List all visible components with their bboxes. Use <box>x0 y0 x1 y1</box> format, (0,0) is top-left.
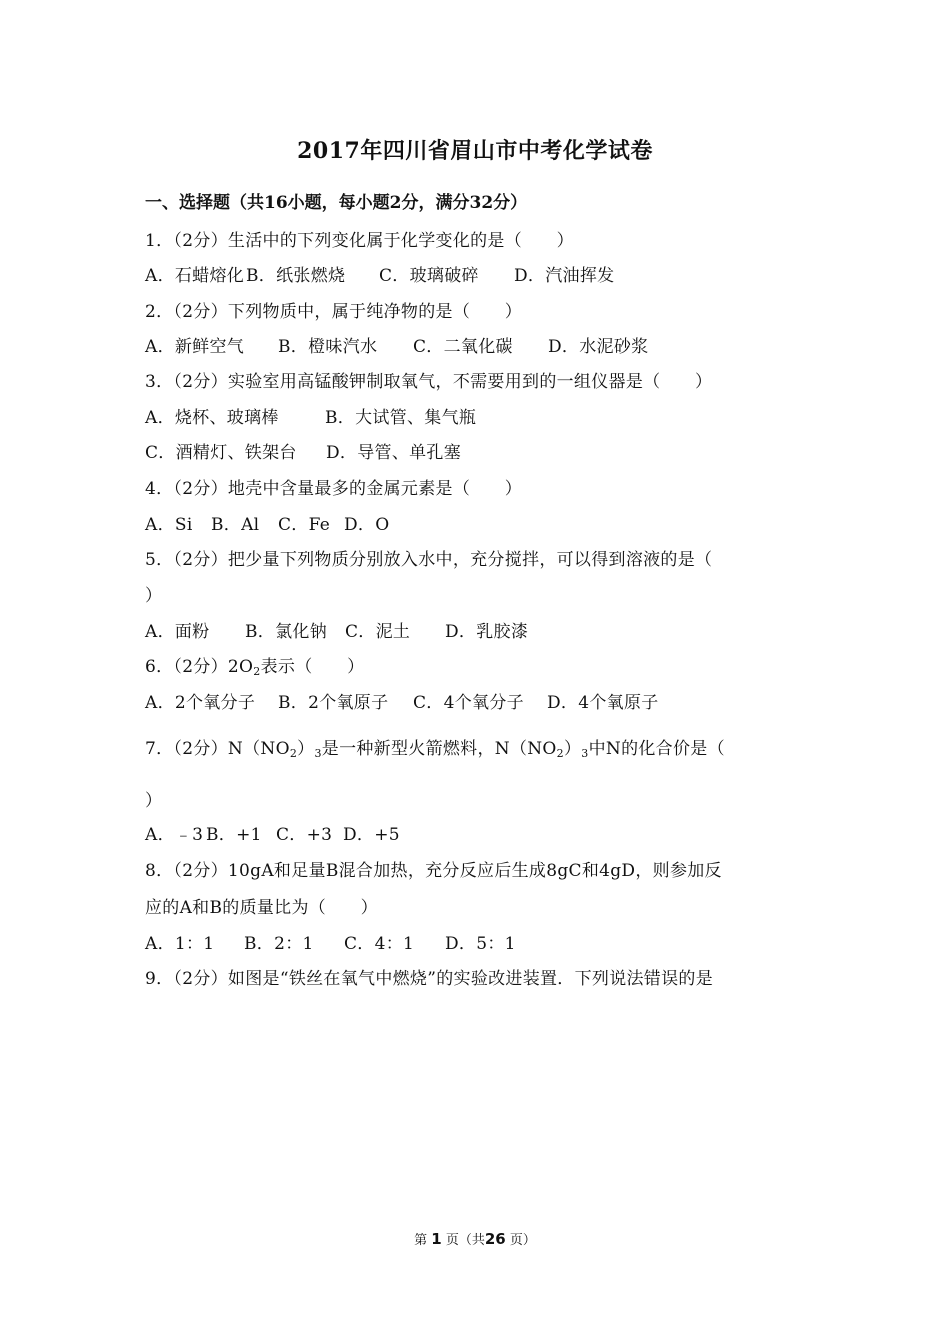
option-c: C．二氧化碳 <box>413 337 513 357</box>
option-b: B．2个氧原子 <box>278 693 389 713</box>
option-a: A．2个氧分子 <box>145 693 256 713</box>
option-d: D．4个氧原子 <box>547 693 659 713</box>
page-number: 1 <box>431 1230 442 1248</box>
question-3-options-cd <box>145 438 461 463</box>
option-d: D．水泥砂浆 <box>548 337 649 357</box>
question-4-options <box>145 510 389 535</box>
option-d: D．汽油挥发 <box>514 266 615 286</box>
question-9-stem: 9．（2分）如图是“铁丝在氧气中燃烧”的实验改进装置．下列说法错误的是 <box>145 969 714 989</box>
section-heading: 一、选择题（共16小题，每小题2分，满分32分） <box>145 193 528 213</box>
stem-text: ） <box>563 739 582 759</box>
question-8-options <box>145 929 516 954</box>
option-a: A．1：1 <box>145 934 215 954</box>
question-5-stem-cont: ） <box>145 586 163 606</box>
stem-text: 中N的化合价是（ <box>588 739 725 759</box>
option-b: B．Al <box>211 515 260 535</box>
question-1-options <box>145 261 614 286</box>
option-d: D．乳胶漆 <box>445 622 529 642</box>
option-c: C．+3 <box>276 825 333 845</box>
question-3-options-ab <box>145 403 476 428</box>
option-d: D．+5 <box>343 825 400 845</box>
question-6-stem <box>145 652 364 677</box>
stem-text: 表示（ ） <box>260 657 365 677</box>
page-title: 2017年四川省眉山市中考化学试卷 <box>297 138 653 164</box>
option-a: A．Si <box>145 515 193 535</box>
option-c: C．酒精灯、铁架台 <box>145 443 297 463</box>
option-b: B．2：1 <box>244 934 314 954</box>
option-a: A．面粉 <box>145 622 210 642</box>
footer-text: 第 <box>414 1233 428 1248</box>
option-a: A．石蜡熔化 <box>145 266 245 286</box>
stem-text: 7．（2分）N（NO <box>145 739 290 759</box>
question-8-stem: 8．（2分）10gA和足量B混合加热，充分反应后生成8gC和4gD，则参加反 <box>145 861 722 881</box>
option-d: D．5：1 <box>445 934 516 954</box>
option-b: B．+1 <box>206 825 262 845</box>
option-c: C．玻璃破碎 <box>379 266 479 286</box>
option-b: B．大试管、集气瓶 <box>325 408 477 428</box>
question-5-stem: 5．（2分）把少量下列物质分别放入水中，充分搅拌，可以得到溶液的是（ <box>145 550 713 570</box>
subscript: 2 <box>556 747 564 760</box>
subscript: 3 <box>581 747 589 760</box>
option-b: B．纸张燃烧 <box>246 266 346 286</box>
question-2-options <box>145 332 648 357</box>
stem-text: 是一种新型火箭燃料，N（NO <box>321 739 557 759</box>
option-b: B．橙味汽水 <box>278 337 378 357</box>
option-b: B．氯化钠 <box>245 622 327 642</box>
stem-text: 6．（2分）2O <box>145 657 254 677</box>
stem-text: ） <box>297 739 315 759</box>
question-4-stem: 4．（2分）地壳中含量最多的金属元素是（ ） <box>145 479 523 499</box>
option-c: C．泥土 <box>345 622 411 642</box>
question-3-stem: 3．（2分）实验室用高锰酸钾制取氧气，不需要用到的一组仪器是（ ） <box>145 372 713 392</box>
option-a: A．新鲜空气 <box>145 337 245 357</box>
question-7-options <box>145 820 400 845</box>
subscript: 3 <box>314 747 322 760</box>
option-c: C．Fe <box>278 515 331 535</box>
option-a: A．烧杯、玻璃棒 <box>145 408 279 428</box>
option-c: C．4个氧分子 <box>413 693 524 713</box>
page-footer <box>0 1229 950 1248</box>
subscript: 2 <box>253 665 261 678</box>
question-7-stem <box>145 734 725 759</box>
option-c: C．4：1 <box>344 934 415 954</box>
question-2-stem: 2．（2分）下列物质中，属于纯净物的是（ ） <box>145 302 523 322</box>
option-d: D．导管、单孔塞 <box>326 443 462 463</box>
question-5-options <box>145 617 528 642</box>
footer-text: 页（共 <box>445 1233 485 1248</box>
option-d: D．O <box>344 515 390 535</box>
question-6-options <box>145 688 659 713</box>
footer-text: 页） <box>509 1233 536 1248</box>
option-a: A．﹣3 <box>145 825 204 845</box>
question-8-stem-cont: 应的A和B的质量比为（ ） <box>145 898 378 918</box>
subscript: 2 <box>289 747 298 760</box>
question-1-stem: 1．（2分）生活中的下列变化属于化学变化的是（ ） <box>145 231 574 251</box>
question-7-stem-cont: ） <box>145 791 163 811</box>
page-total: 26 <box>484 1230 506 1248</box>
